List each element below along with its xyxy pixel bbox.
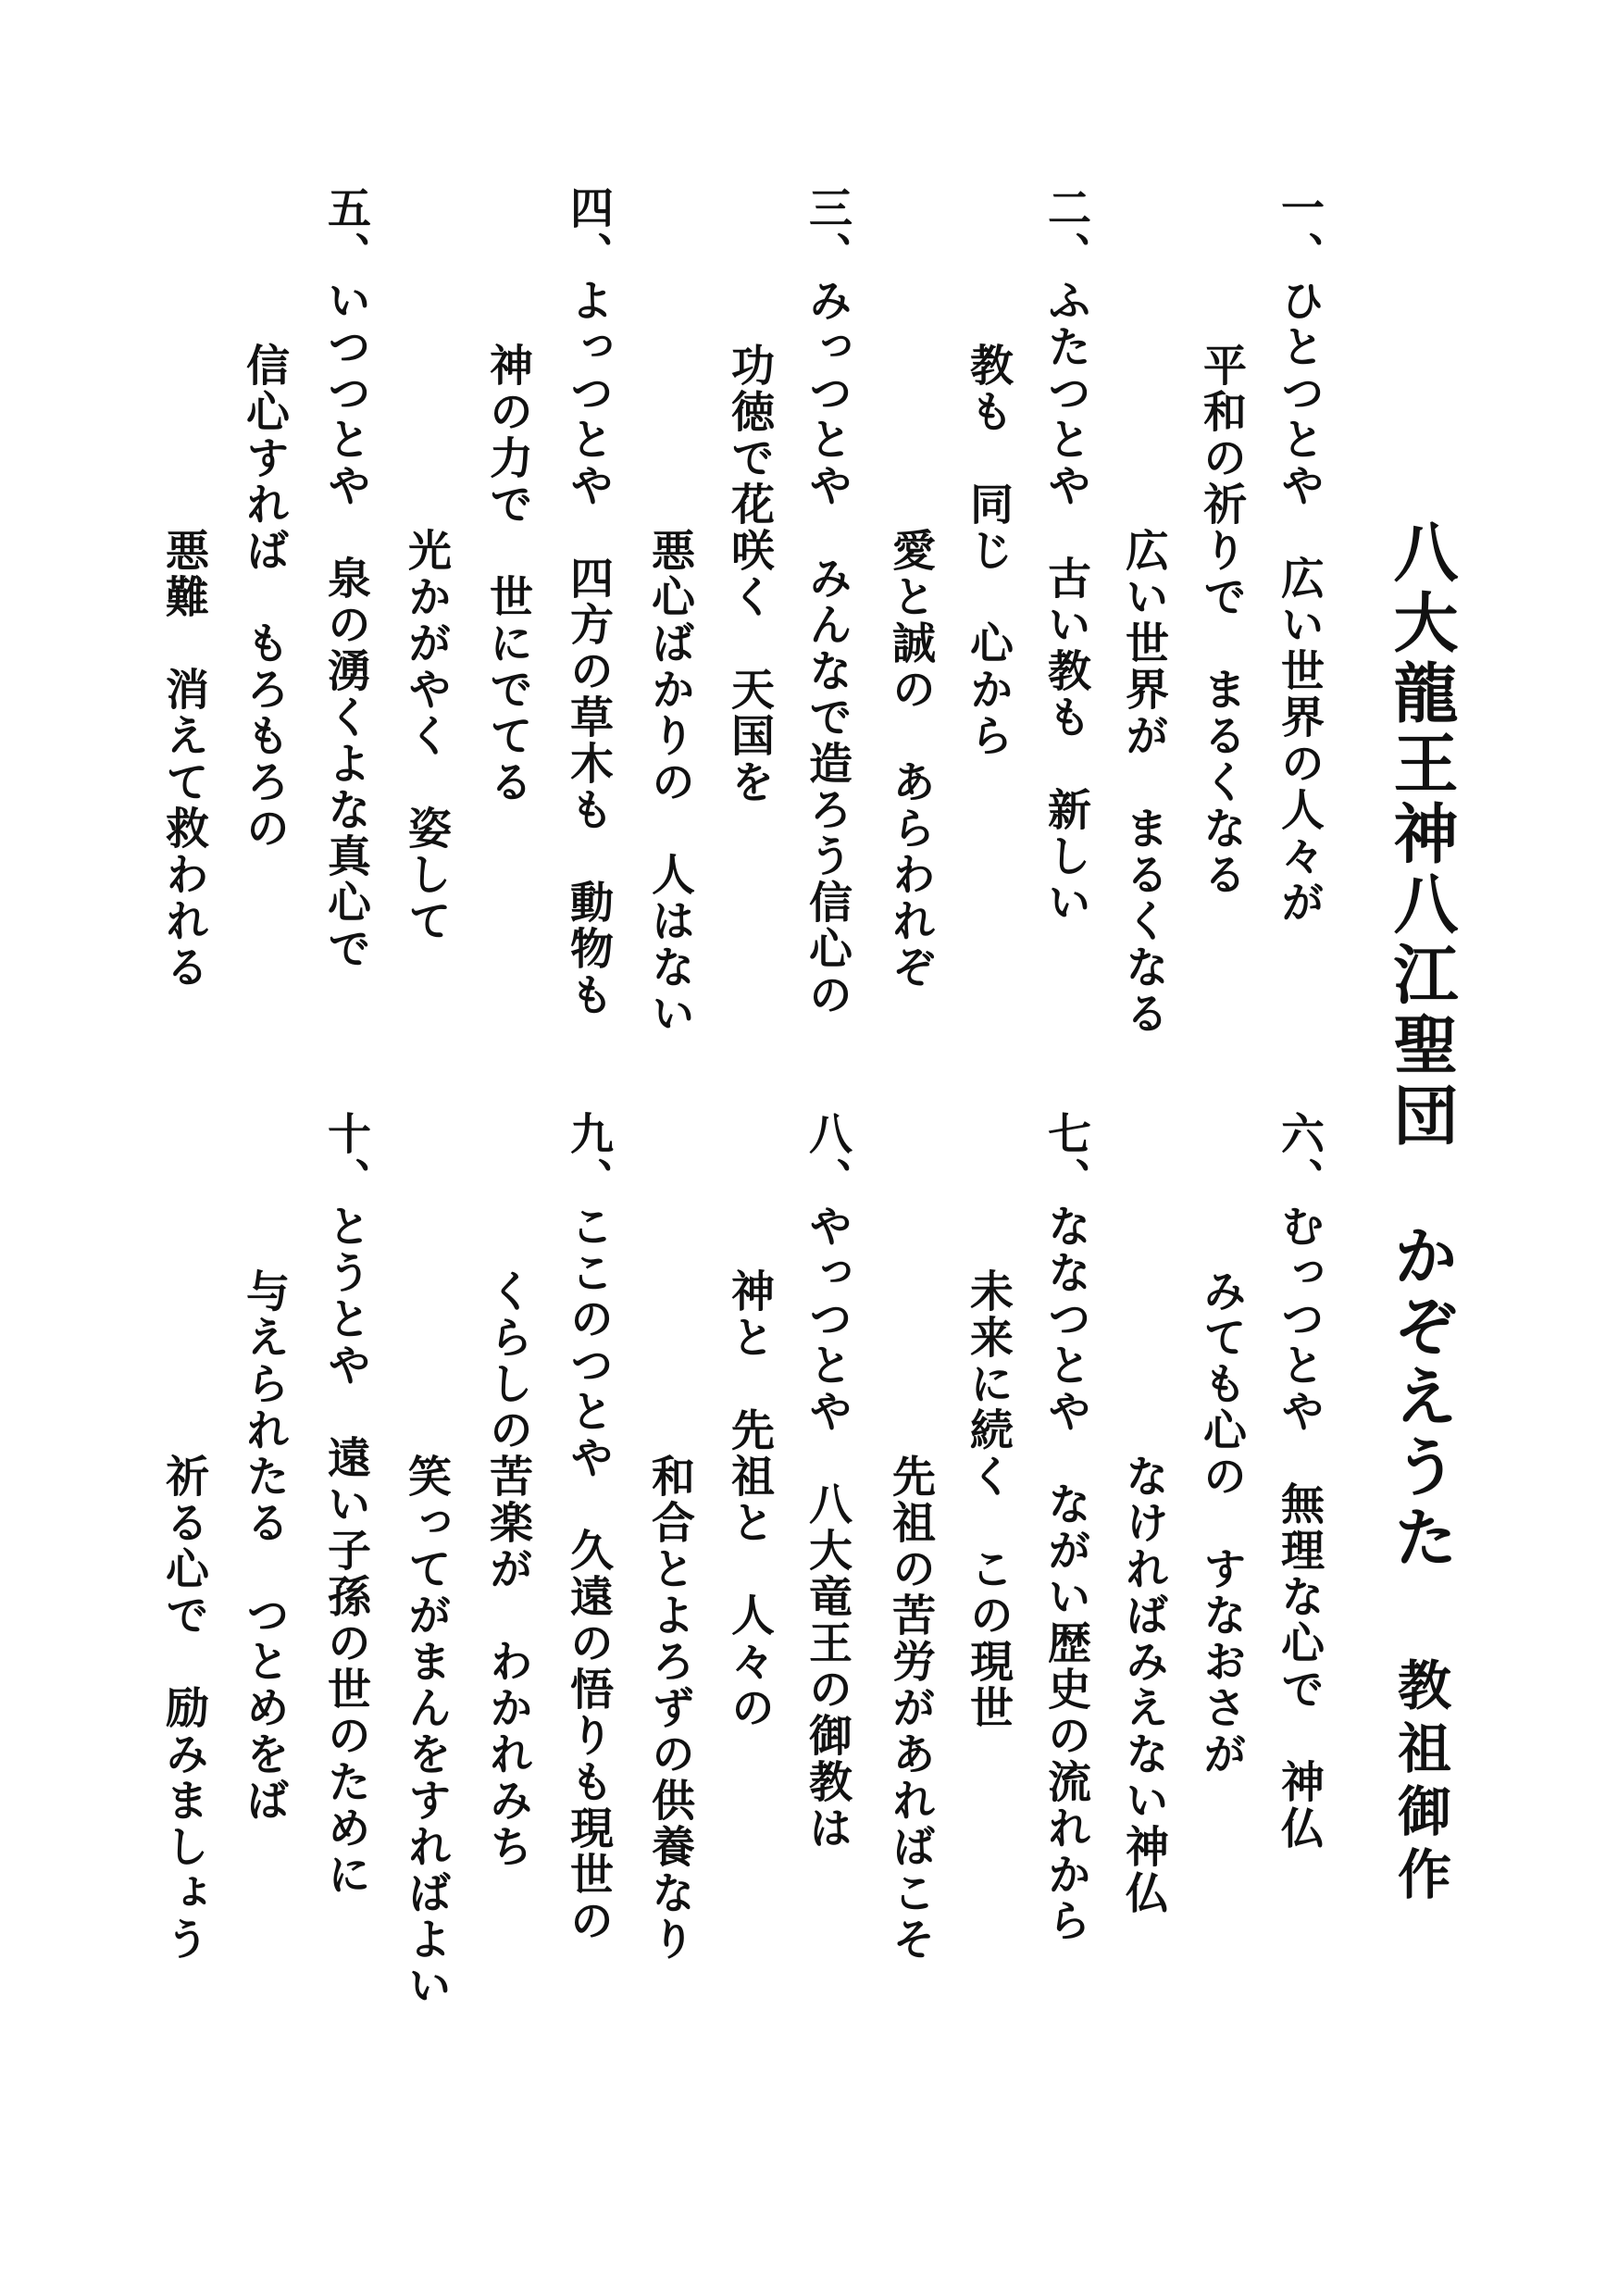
verse-1-line-2: 平和の祈りで まるくなる [1196, 343, 1247, 898]
verse-1-line-1: 一、ひとつとや 広い世界の人々が [1274, 185, 1325, 926]
verse-3-line-2: 功徳で花咲く 天国を [724, 343, 775, 805]
verse-3-line-1: 三、みっつとや みんなで造ろう信心の [802, 185, 853, 1018]
page-title: 八大龍王神八江聖団 かぞえうた [1383, 518, 1460, 1574]
verse-1-line-3: 広い世界が まるくなる [1118, 528, 1169, 1037]
author-credit: 教祖御作 [1388, 1657, 1451, 1909]
verse-10-line-3: 祈る心で 励みましょう [158, 1454, 209, 1963]
verse-2-line-2: 教も 同じ 心から [963, 343, 1014, 759]
verse-2-line-1: 二、ふたつとや 古い教も 新しい [1040, 185, 1091, 926]
verse-8-line-2: 神と 先祖と 人々の [724, 1268, 775, 1731]
verse-4-line-3: 神の力で 世にでてる [482, 343, 533, 805]
verse-5-line-1: 五、いつつとや 泉の湧くよな真心で [320, 185, 371, 972]
verse-7-line-2: 未来に続く この現世 [963, 1268, 1014, 1731]
verse-7-line-3: 先祖の苦労があればこそ [885, 1454, 936, 1963]
verse-2-line-3: 愛と誠の あらわれぞ [885, 528, 936, 991]
verse-6-line-2: みても心の すなおさが [1196, 1268, 1247, 1778]
verse-5-line-3: 信心すれば もろもろの [239, 343, 290, 852]
verse-9-line-3: 笑ってがまんをすればよい [401, 1454, 452, 2009]
verse-8-line-1: 八、やっつとや 八大竜王の御教は [802, 1111, 853, 1852]
verse-6-line-1: 六、むっつとや 無理な心で 神仏 [1274, 1111, 1325, 1852]
verse-10-line-1: 十、とうとや 遠い子孫の世のために [320, 1111, 371, 1898]
verse-10-line-2: 与えられたる つとめをば [239, 1268, 290, 1824]
verse-4-line-1: 四、よっつとや 四方の草木も 動物も [563, 185, 614, 1018]
verse-4-line-2: 悪心ばかりの 人はない [644, 528, 695, 1037]
verse-5-line-2: 光かがやく 姿して [401, 528, 452, 944]
verse-7-line-1: 七、ななつとや ながい歴史の流れから [1040, 1111, 1091, 1944]
verse-6-line-3: なければみえない神仏 [1118, 1454, 1169, 1916]
verse-9-line-1: 九、ここのつとや 久遠の悟りも現世の [563, 1111, 614, 1944]
verse-5-line-4: 悪難 消えて救われる [158, 528, 209, 991]
verse-9-line-2: くらしの苦楽が わかれみち [482, 1268, 533, 1870]
verse-8-line-3: 和合とよろずの供養なり [644, 1454, 695, 1963]
